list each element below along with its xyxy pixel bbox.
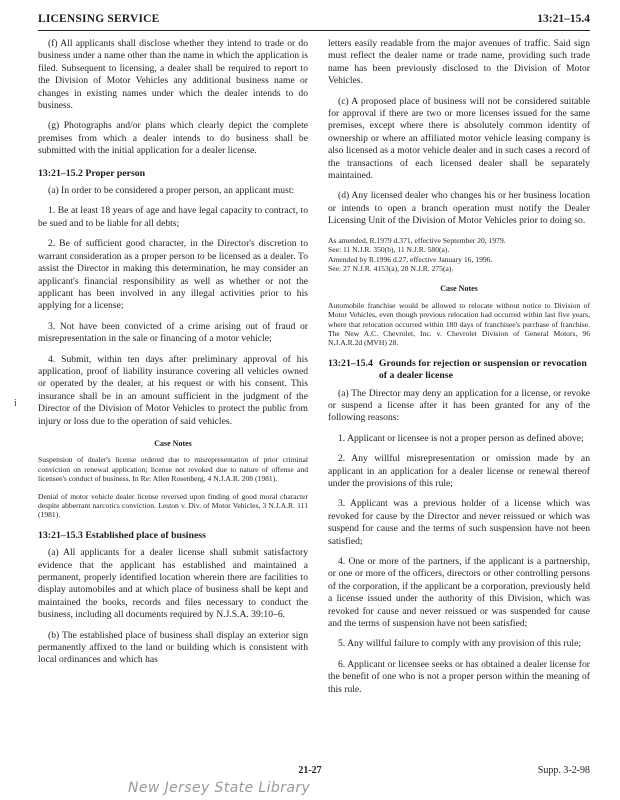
paragraph-152-a: (a) In order to be considered a proper person, an applicant must: [48, 185, 295, 197]
section-heading-15-2: 13:21–15.2 Proper person [38, 167, 146, 179]
page-number: 21-27 [298, 765, 322, 776]
amendment-history [328, 236, 590, 274]
paragraph-153-a: (a) All applicants for a dealer license shall submit satisfactory evidence that the applicant has established and maintained a permanent, properly identified location wherein there are facilities to display automobiles and at which place of business shall be kept and maintained the books, records and files necessary to conduct the business, including all documents required by N.J.S.A. 39:10–6. [38, 547, 308, 621]
library-stamp: New Jersey State Library [128, 780, 311, 796]
list-item: 4. One or more of the partners, if the applicant is a partnership, or one or more of the officers, directors or other controlling persons of the corporation, if the applicant be a corporation, previously held a license issued under the authority of this Division, which was revoked for cause and never reissued or was suspended for cause and the terms of suspension have not been satisfied; [328, 556, 590, 630]
amendment-line: Amended by R.1996 d.27, effective January 16, 1996. [328, 254, 493, 264]
left-column [38, 38, 308, 675]
right-column [328, 38, 590, 704]
section-heading-15-4 [328, 358, 590, 383]
list-item: 3. Not have been convicted of a crime arising out of fraud or misrepresentation in the sale or financing of a motor vehicle; [38, 320, 308, 345]
header-title: LICENSING SERVICE [38, 13, 160, 25]
paragraph-154-a: (a) The Director may deny an application for a license, or revoke or suspend a license after it has been granted for any of the following reasons: [328, 387, 590, 424]
list-item: 2. Be of sufficient good character, in the Director's discretion to warrant consideration as a proper person to be licensed as a dealer. To assist the Director in making this determination, he may consider an applicant's financial responsibility as well as whether or not the applicant has been involved in any illegal activities prior to his applying for a license; [38, 238, 308, 312]
case-note: Suspension of dealer's license ordered due to misrepresentation of prior criminal conviction on renewal application; license not revoked due to nature of offense and licensee's conduct of business. In Re: Allen Rosenberg, 4 N.J.A.R. 208 (1981). [38, 455, 308, 484]
paragraph-g: (g) Photographs and/or plans which clearly depict the complete premises from which a dealer intends to do business shall be submitted with the initial application for a dealer license. [38, 120, 308, 157]
section-number: 13:21–15.4 [328, 357, 373, 369]
list-item: 1. Be at least 18 years of age and have legal capacity to contract, to be sued and to be liable for all debts; [38, 205, 308, 229]
case-notes-heading: Case Notes [154, 438, 192, 448]
case-note: Denial of motor vehicle dealer license reversed upon finding of good moral character despite abberrant narcotics conviction. Leston v. Div. of Motor Vehicles, 3 N.J.A.R. 111 (1981). [38, 491, 308, 520]
section-title: Grounds for rejection or suspension or revocation of a dealer license [378, 357, 587, 382]
amendment-line: As amended, R.1979 d.371, effective September 20, 1979. [328, 235, 506, 245]
paragraph-continued: letters easily readable from the major avenues of traffic. Said sign must reflect the dealer name or trade name, providing such trade name has been previously disclosed to the Division of Motor Vehicles. [328, 38, 590, 87]
list-item: 1. Applicant or licensee is not a proper person as defined above; [338, 432, 584, 444]
list-item: 4. Submit, within ten days after preliminary approval of his application, proof of liability insurance covering all vehicles owned or operated by the dealer, at his request or with his consent. This insurance shall be in an amount sufficient in the judgment of the Director of the Division of Motor Vehicles to protect the public from injury or loss due to the operation of said vehicles. [38, 353, 308, 427]
list-item: 6. Applicant or licensee seeks or has obtained a dealer license for the benefit of one who is not a proper person within the meaning of this rule. [328, 658, 590, 695]
section-heading-15-3: 13:21–15.3 Established place of business [38, 529, 206, 541]
header-section-number: 13:21–15.4 [537, 13, 590, 25]
paragraph-153-d: (d) Any licensed dealer who changes his or her business location or intends to open a branch operation must notify the Dealer Licensing Unit of the Division of Motor Vehicles prior to doing so. [328, 190, 590, 227]
paragraph-f: (f) All applicants shall disclose whether they intend to trade or do business under a name other than the name in which the application is filed. Subsequent to licensing, a dealer shall be required to report to the Division of Motor Vehicles any additional business name or changes in existing names under which the dealer intends to do business. [38, 38, 308, 112]
list-item: 2. Any willful misrepresentation or omission made by an applicant in an application for a dealer license or renewal thereof under the provisions of this rule; [328, 453, 590, 489]
running-header [38, 12, 590, 31]
paragraph-153-b: (b) The established place of business shall display an exterior sign permanently affixed to the land or building which is consistent with local ordinances and which has [38, 629, 308, 666]
list-item: 5. Any willful failure to comply with any provision of this rule; [338, 638, 582, 650]
supplement-date: Supp. 3-2-98 [537, 765, 590, 776]
margin-mark: i [14, 398, 17, 409]
amendment-line: See: 11 N.J.R. 350(b), 11 N.J.R. 580(a). [328, 245, 450, 255]
case-note: Automobile franchise would be allowed to relocate without notice to Division of Motor Vehicles, even though previous relocation had occurred within last five years, where that relocation occurred within 180 days of franchisee's purchase of franchise. The New A.C. Chevrolet, Inc. v. Chevrolet Division of General Motors, 96 N.J.A.R.2d (MVH) 28. [328, 300, 590, 348]
paragraph-153-c: (c) A proposed place of business will not be considered suitable for approval if there are two or more licenses issued for the same premises, except where there is absolutely common identity of ownership or where an affiliated motor vehicle leasing company is also licensed as a motor vehicle dealer and in such cases a record of the transactions of each licensed dealer shall be separately maintained. [328, 95, 590, 182]
list-item: 3. Applicant was a previous holder of a license which was revoked for cause by the Director and never reissued or which was suspend for cause and the terms of such suspension have not been satisfied; [328, 498, 590, 547]
amendment-line: See: 27 N.J.R. 4153(a), 28 N.J.R. 275(a). [328, 263, 454, 273]
case-notes-heading: Case Notes [440, 284, 478, 294]
